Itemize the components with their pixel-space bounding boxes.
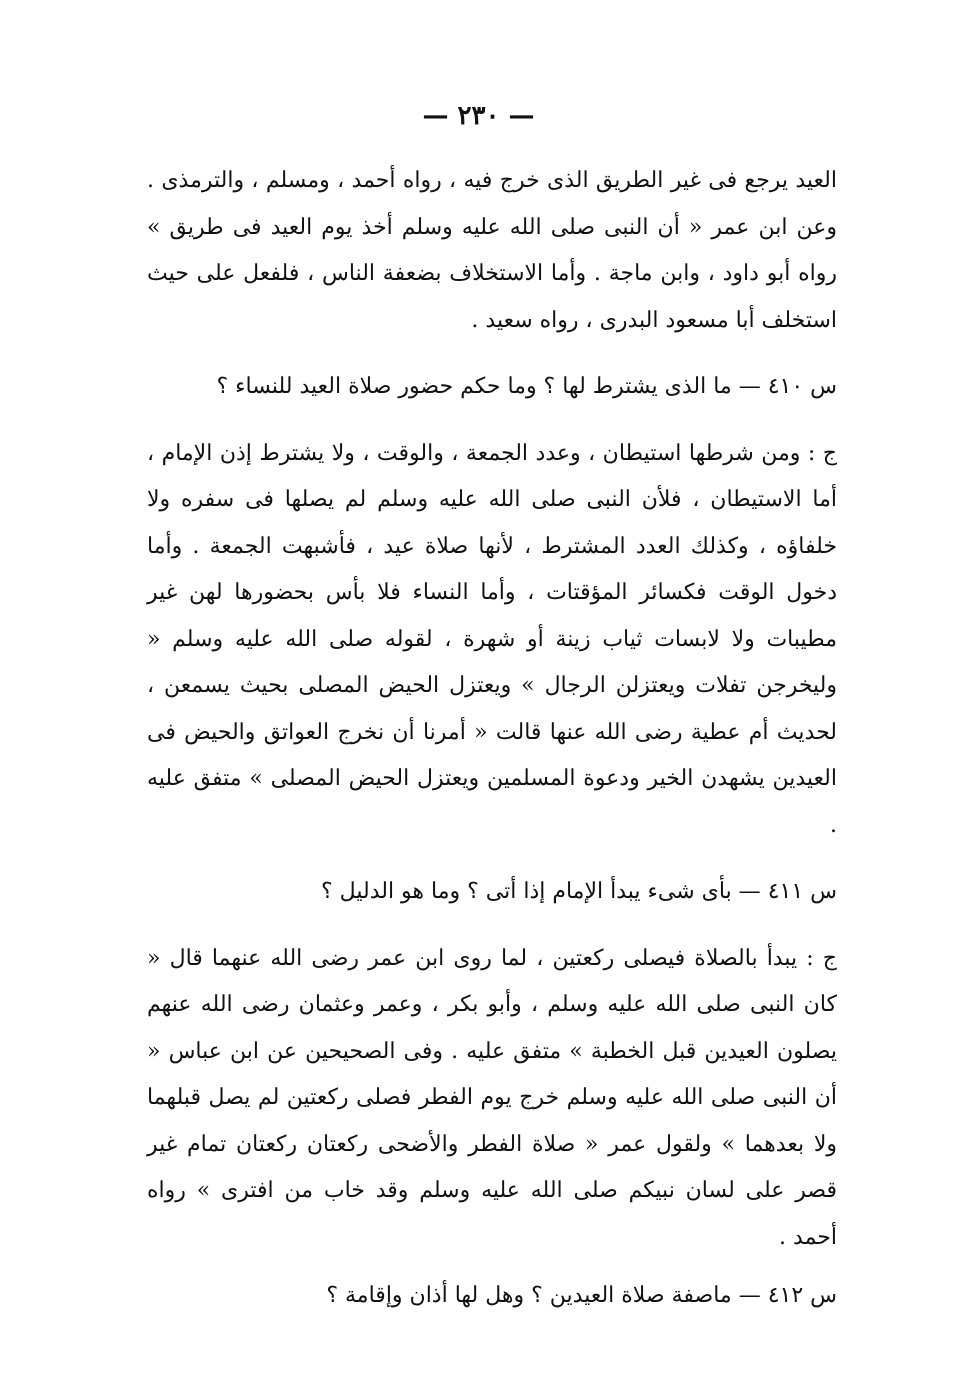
answer-411: ج : يبدأ بالصلاة فيصلى ركعتين ، لما روى ابن عمر رضى الله عنهما قال « كان النبى صلى الله عليه وسلم ، وأبو بكر ، وعمر وعثمان رضى الله عنهم يصلون العيدين قبل الخطبة » متفق عليه . وفى الصحيحين عن ابن عباس « أن النبى صلى الله عليه وسلم خرج يوم الفطر فصلى ركعتين لم يصل قبلهما ولا بعدهما » ولقول عمر « صلاة الفطر والأضحى ركعتان ركعتان تمام غير قصر على لسان نبيكم صلى الله عليه وسلم وقد خاب من افترى » رواه أحمد . (147, 945, 837, 1250)
question-410: س ٤١٠ — ما الذى يشترط لها ؟ وما حكم حضور صلاة العيد للنساء ؟ (216, 374, 837, 399)
question-411: س ٤١١ — بأى شىء يبدأ الإمام إذا أتى ؟ وما هو الدليل ؟ (321, 879, 837, 904)
page-body (147, 158, 837, 1340)
page-number: — ٢٣٠ — (422, 101, 535, 131)
answer-410: ج : ومن شرطها استيطان ، وعدد الجمعة ، والوقت ، ولا يشترط إذن الإمام ، أما الاستيطان ، فلأن النبى صلى الله عليه وسلم لم يصلها فى سفره ولا خلفاؤه ، وكذلك العدد المشترط ، لأنها صلاة عيد ، فأشبهت الجمعة . وأما دخول الوقت فكسائر المؤقتات ، وأما النساء فلا بأس بحضورها لهن غير مطيبات ولا لابسات ثياب زينة أو شهرة ، لقوله صلى الله عليه وسلم « وليخرجن تفلات ويعتزلن الرجال » ويعتزل الحيض المصلى بحيث يسمعن ، لحديث أم عطية رضى الله عنها قالت « أمرنا أن نخرج العواتق والحيض فى العيدين يشهدن الخير ودعوة المسلمين ويعتزل الحيض المصلى » متفق عليه . (147, 440, 837, 838)
question-412: س ٤١٢ — ماصفة صلاة العيدين ؟ وهل لها أذان وإقامة ؟ (326, 1283, 837, 1308)
paragraph-continuation: العيد يرجع فى غير الطريق الذى خرج فيه ، رواه أحمد ، ومسلم ، والترمذى . وعن ابن عمر « أن النبى صلى الله عليه وسلم أخذ يوم العيد فى طريق » رواه أبو داود ، وابن ماجة . وأما الاستخلاف بضعفة الناس ، فلفعل على حيث استخلف أبا مسعود البدرى ، رواه سعيد . (147, 168, 837, 333)
